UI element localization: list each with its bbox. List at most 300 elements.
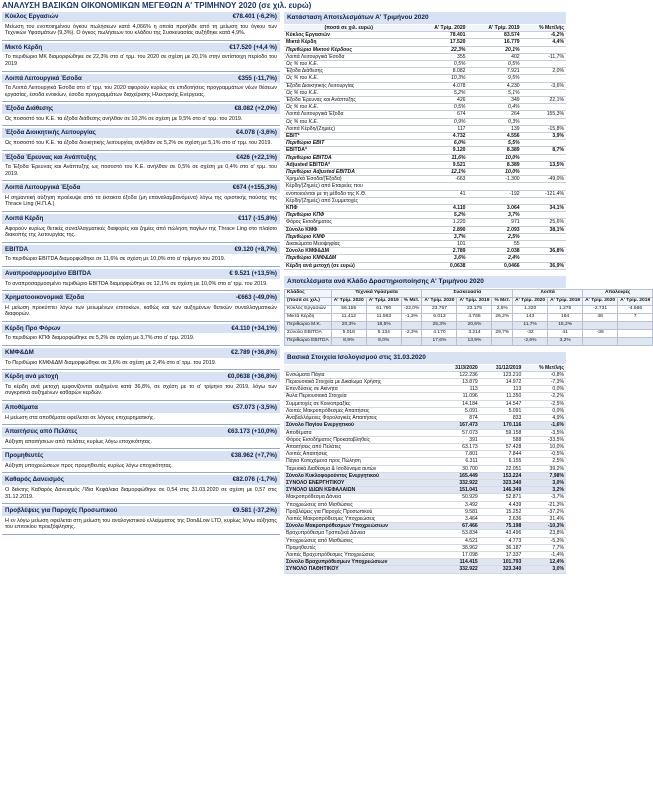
table-cell: 13,5%	[522, 161, 566, 168]
table-cell: -2,6%	[513, 337, 548, 345]
table-row	[284, 82, 566, 89]
kpi-block	[2, 293, 280, 322]
table-cell: 5.018	[331, 329, 366, 337]
table-cell: -2.731	[583, 305, 618, 313]
table-cell: Περιθώριο EBIT	[284, 140, 413, 147]
table-cell: 5,1%	[468, 89, 522, 96]
table-cell: Πάγια Κατεχόμενα προς Πώληση	[284, 458, 440, 465]
table-cell: 0,5%	[413, 104, 467, 111]
kpi-text: Ως ποσοστό του Κ.Ε. τα έξοδα διοικητικής λειτουργίας ανήλθαν σε 5,2% σε σχέση με 5,1% στο α' τρμ. του 2019.	[5, 139, 272, 146]
table-cell: 20,6%	[457, 321, 492, 329]
table-cell: 38.962	[440, 544, 479, 551]
table-cell: 4.732	[413, 132, 467, 139]
table-cell: 8,9%	[331, 337, 366, 345]
table-cell: Έξοδα Διοικητικής Λειτουργίας	[284, 82, 413, 89]
table-cell: 6.013	[422, 313, 457, 321]
sub-header-row	[285, 297, 653, 305]
kpi-label: Έξοδα Έρευνας και Ανάπτυξης	[5, 153, 97, 161]
table-cell: 117	[413, 125, 467, 132]
table-cell: 7	[618, 313, 653, 321]
table-cell: 113	[480, 386, 524, 393]
table-cell: Φόρος Εισοδήματος	[284, 219, 413, 226]
table-cell: 101.793	[480, 559, 524, 566]
table-cell: 153.224	[480, 472, 524, 479]
table-cell: 114.415	[440, 559, 479, 566]
table-cell: 3,7%	[413, 233, 467, 240]
kpi-label: Προμηθευτές	[5, 452, 44, 460]
table-cell: 0,0%	[523, 386, 566, 393]
table-cell: 3,2%	[548, 337, 583, 345]
table-cell: Adjusted EBITDA*	[284, 161, 413, 168]
kpi-header	[2, 348, 280, 358]
table-cell: 25,6%	[522, 219, 566, 226]
kpi-text: Αφορούν κυρίως θετικές συναλλαγματικές διαφορές και ζημίες από πώληση παγίων της Thrace Ling στο πλαίσιο διακοπής της λειτουργίας της.	[5, 225, 277, 239]
table-cell: 8.389	[468, 147, 522, 154]
table-cell: Λοιπά Λειτουργικά Έξοδα	[284, 111, 413, 118]
table-cell: 122.236	[440, 371, 479, 378]
table-cell: 25,3%	[422, 321, 457, 329]
table-cell: 55	[468, 241, 522, 248]
kpi-block	[2, 128, 280, 150]
table-cell: 22,1%	[522, 96, 566, 103]
table-cell: Προβλέψεις για Παροχές Προσωπικού	[284, 508, 440, 515]
column-header: Α' Τρίμ. 2020	[413, 25, 467, 32]
table-cell	[583, 337, 618, 345]
table-cell: 23,8%	[523, 530, 566, 537]
kpi-change: (+10,0%)	[251, 428, 277, 436]
column-header: (ποσά σε χιλ. ευρώ)	[284, 25, 413, 32]
kpi-label: Χρηματοοικονομικά Έξοδα	[5, 294, 85, 302]
table-cell: 18,5%	[366, 321, 401, 329]
table-cell	[468, 197, 522, 204]
table-cell: Έξοδα Διάθεσης	[284, 68, 413, 75]
table-cell: -1,3%	[401, 313, 422, 321]
table-cell: 2.636	[480, 515, 524, 522]
table-cell: Σύνολο Παγίου Ενεργητικού	[284, 422, 440, 429]
table-row	[284, 197, 566, 204]
table-cell: -2,2%	[523, 393, 566, 400]
table-row	[284, 205, 566, 212]
table-cell: 0,3%	[468, 118, 522, 125]
table-row	[284, 523, 566, 530]
table-row	[284, 386, 566, 393]
table-cell: Απαιτήσεις από Πελάτες	[284, 443, 440, 450]
table-cell: 11.412	[331, 313, 366, 321]
kpi-change: (+8,7%)	[255, 245, 277, 253]
kpi-text: Αύξηση υποχρεώσεων προς προμηθευτές κυρίως λόγω εποχικότητας.	[5, 462, 173, 469]
table-cell: Σύνολο Κυκλοφορούντος Ενεργητικού	[284, 472, 440, 479]
table-cell	[492, 321, 513, 329]
table-cell: 4.765	[457, 313, 492, 321]
table-cell	[522, 212, 566, 219]
table-row	[284, 183, 566, 190]
column-header: Α' Τρίμ. 2020	[331, 297, 366, 305]
kpi-value: €63.173	[227, 428, 250, 436]
table-cell: 17,6%	[422, 337, 457, 345]
kpi-text: Η σημαντική αύξηση προέκυψε από τα έκτακτα έξοδα (μη επαναλαμβανόμενα) λόγω της οριστικής παύσης της Thrace Ling (Η.Π.Α.)	[5, 194, 277, 208]
kpi-block	[2, 245, 280, 267]
table-cell: 13.879	[440, 379, 479, 386]
table-row	[284, 487, 566, 494]
table-cell: 3,9%	[522, 132, 566, 139]
table-cell: 39,2%	[523, 465, 566, 472]
table-cell: 4.078	[413, 82, 467, 89]
table-row	[284, 212, 566, 219]
table-cell: 0,9%	[413, 118, 467, 125]
table-cell: 10,0%	[523, 443, 566, 450]
kpi-header	[2, 451, 280, 461]
table-cell: 2.093	[468, 226, 522, 233]
group-header: Τεχνικά Υφάσματα	[331, 289, 422, 297]
table-cell: 29,7%	[492, 329, 513, 337]
group-header: Απαλοιφές	[583, 289, 653, 297]
kpi-text: Τα κέρδη ανά μετοχή εμφανίζονται αυξημένα κατά 36,8%, σε σχέση με το α' τρίμηνο του 2019, λόγω των συγκριτικά αυξημένων καθαρών κερδών.	[5, 383, 277, 397]
table-cell: -0,5%	[523, 451, 566, 458]
table-cell: 61.790	[366, 305, 401, 313]
kpi-header	[2, 293, 280, 303]
table-cell: 22.051	[480, 465, 524, 472]
table-cell: 53.834	[440, 530, 479, 537]
table-cell: 0,0%	[523, 407, 566, 414]
table-cell: 123.210	[480, 371, 524, 378]
segments-table	[284, 289, 653, 346]
table-cell: 41	[548, 329, 583, 337]
table-cell: 63.173	[440, 443, 479, 450]
table-cell	[618, 337, 653, 345]
kpi-text: Το περιθώριο ΜΚ διαμορφώθηκε σε 22,3% στο α' τρμ. του 2020 σε σχέση με 20,1% στην αντίστοιχη περίοδο του 2019	[5, 54, 277, 67]
table-row	[284, 566, 566, 573]
table-cell: Περιθώριο EBITDA	[284, 154, 413, 161]
kpi-block	[2, 451, 280, 473]
kpi-text: Ως ποσοστό του Κ.Ε. τα έξοδα διάθεσης ανήλθαν σε 10,3% σε σχέση με 9,5% στο α' τρμ. του 2019.	[5, 115, 243, 122]
table-cell: 874	[440, 415, 479, 422]
kpi-label: Λοιπά Λειτουργικά Έσοδα	[5, 74, 82, 82]
table-row	[284, 111, 566, 118]
column-header	[284, 365, 440, 372]
table-cell: -49,0%	[522, 176, 566, 183]
table-cell: Περιθώριο Μικτού Κέρδους	[284, 46, 413, 53]
table-cell	[522, 183, 566, 190]
table-cell: 11.563	[366, 313, 401, 321]
kpi-label: Λοιπά Λειτουργικά Έξοδα	[5, 184, 81, 192]
kpi-change: (-15,8%)	[253, 215, 277, 223]
kpi-block	[2, 153, 280, 182]
kpi-text: Ο δείκτης Καθαρός Δανεισμός /Ίδια Κεφάλαια διαμορφώθηκε σε 0,54 στις 31.03.2020 σε σχέση με 0,57 στις 31.12.2019.	[5, 486, 277, 500]
table-cell: ΣΥΝΟΛΟ ΙΔΙΩΝ ΚΕΦΑΛΑΙΩΝ	[284, 487, 440, 494]
table-cell: 17.520	[413, 39, 467, 46]
group-header-row	[285, 289, 653, 297]
table-cell: 323.340	[480, 479, 524, 486]
income-statement-heading: Κατάσταση Αποτελεσμάτων Α' Τριμήνου 2020	[284, 12, 566, 24]
table-cell: -1,6%	[523, 422, 566, 429]
table-cell: Σύνολο ΚΜΦ	[284, 226, 413, 233]
table-cell: 6,0%	[413, 140, 467, 147]
table-row	[284, 154, 566, 161]
kpi-value: €57.073	[232, 403, 255, 411]
table-cell: 5,2%	[413, 89, 467, 96]
table-cell: 674	[413, 111, 467, 118]
kpi-label: Λοιπά Κέρδη	[5, 215, 44, 223]
kpi-block	[2, 506, 280, 535]
table-cell	[522, 154, 566, 161]
table-cell: 52.871	[480, 494, 524, 501]
group-header: Συσκευασία	[422, 289, 513, 297]
table-cell: 7.801	[440, 451, 479, 458]
table-cell: Σύνολο Μακροπρόθεσμων Υποχρεώσεων	[284, 523, 440, 530]
table-cell: 30.700	[440, 465, 479, 472]
table-row	[284, 501, 566, 508]
table-cell: 2,4%	[468, 255, 522, 262]
kpi-header	[2, 128, 280, 138]
table-cell	[522, 241, 566, 248]
kpi-value: €82.076	[232, 476, 255, 484]
table-cell: -4.666	[618, 305, 653, 313]
table-row	[284, 176, 566, 183]
kpi-label: Κέρδη Προ Φόρων	[5, 324, 61, 332]
table-cell: Ως % του Κ.Ε.	[284, 89, 413, 96]
kpi-change: (-11,7%)	[253, 74, 277, 82]
table-cell: 2,0%	[522, 68, 566, 75]
table-cell: 5.091	[480, 407, 524, 414]
kpi-label: ΚΜΦ&ΔΜ	[5, 349, 34, 357]
kpi-text: Το περιθώριο ΚΠΦ διαμορφώθηκε σε 5,2% σε σχέση με 3,7% στο α' τρμ. 2019.	[5, 335, 195, 342]
table-cell	[618, 321, 653, 329]
kpi-header	[2, 153, 280, 163]
group-header: Λοιπά	[513, 289, 583, 297]
table-cell: Ως % του Κ.Ε.	[284, 60, 413, 67]
kpi-header	[2, 183, 280, 193]
table-cell: 9.120	[413, 147, 467, 154]
table-cell: 14.972	[480, 379, 524, 386]
table-cell: EBITDA*	[284, 147, 413, 154]
table-cell: 3.464	[440, 515, 479, 522]
table-cell: 264	[468, 111, 522, 118]
table-cell: 7.844	[480, 451, 524, 458]
table-row	[284, 451, 566, 458]
kpi-block	[2, 403, 280, 425]
table-cell: 4.773	[480, 537, 524, 544]
table-cell: 11.096	[440, 393, 479, 400]
table-cell: 8.082	[413, 68, 467, 75]
table-cell: Περιουσιακά Στοιχεία με Δικαίωμα Χρήσης	[284, 379, 440, 386]
table-cell	[413, 197, 467, 204]
table-cell: 10,3%	[413, 75, 467, 82]
tables-column	[284, 12, 651, 574]
table-cell: -7,3%	[523, 379, 566, 386]
table-cell: Αναβαλλόμενες Φορολογικές Απαιτήσεις	[284, 415, 440, 422]
table-cell: 11.350	[480, 393, 524, 400]
kpi-change: (+13,5%)	[251, 269, 277, 277]
column-header: Α' Τρίμ. 2020	[583, 297, 618, 305]
table-row	[284, 241, 566, 248]
table-row	[284, 190, 566, 197]
table-cell: 2.789	[413, 248, 467, 255]
table-cell	[583, 321, 618, 329]
table-cell: Λοιπά Κέρδη/(Ζημιές)	[284, 125, 413, 132]
column-header: Α' Τρίμ. 2019	[468, 25, 522, 32]
table-cell: 43.496	[480, 530, 524, 537]
column-header: Α' Τρίμ. 2019	[618, 297, 653, 305]
kpi-header	[2, 12, 280, 22]
table-cell: 6.155	[480, 458, 524, 465]
table-cell: 9.521	[413, 161, 467, 168]
table-cell: Συμμετοχές σε Κοινοπραξίες	[284, 400, 440, 407]
table-cell: 3.214	[457, 329, 492, 337]
table-header-row	[284, 365, 566, 372]
table-row	[284, 140, 566, 147]
table-cell	[401, 337, 422, 345]
table-cell: -11,7%	[522, 53, 566, 60]
kpi-value: €2.789	[231, 349, 250, 357]
table-cell: -2,5%	[523, 400, 566, 407]
table-row	[284, 125, 566, 132]
table-cell: Κέρδη/(Ζημιές) από Εταιρείες που	[284, 183, 413, 190]
table-row	[284, 147, 566, 154]
kpi-label: Έξοδα Διοικητικής Λειτουργίας	[5, 129, 96, 137]
income-statement-table	[284, 25, 566, 270]
kpi-value: €426	[236, 153, 250, 161]
table-row	[284, 104, 566, 111]
table-cell: 332.922	[440, 479, 479, 486]
kpi-block	[2, 324, 280, 346]
table-cell: Περιθώριο ΚΜΦ	[284, 233, 413, 240]
table-cell: 4,9%	[523, 415, 566, 422]
table-row	[284, 168, 566, 175]
table-cell: 14.184	[440, 400, 479, 407]
kpi-header	[2, 104, 280, 114]
kpi-label: Απαιτήσεις από Πελάτες	[5, 428, 78, 436]
table-cell: Κύκλος Εργασιών	[285, 305, 332, 313]
kpi-value: €9.581	[232, 507, 252, 515]
kpi-block	[2, 269, 280, 291]
table-cell: 155,3%	[522, 111, 566, 118]
table-cell: 48	[583, 313, 618, 321]
table-cell: Δικαιώματα Μειοψηφίας	[284, 241, 413, 248]
table-cell	[522, 233, 566, 240]
table-cell: 15,2%	[548, 321, 583, 329]
table-cell: ΣΥΝΟΛΟ ΕΝΕΡΓΗΤΙΚΟΥ	[284, 479, 440, 486]
kpi-text: Η μείωση προκύπτει λόγω των μειωμένων επιτοκίων, καθώς και των αυξημένων θετικών συναλλαγματικών διαφορών.	[5, 304, 277, 318]
group-header: Κλάδος	[285, 289, 332, 297]
table-cell: 22,3%	[413, 46, 467, 53]
table-cell: Λοιπά Λειτουργικά Έσοδα	[284, 53, 413, 60]
table-cell: 11,7%	[513, 321, 548, 329]
table-cell: 3,6%	[413, 255, 467, 262]
table-cell: 0,5%	[413, 60, 467, 67]
table-cell: ΣΥΝΟΛΟ ΠΑΘΗΤΙΚΟΥ	[284, 566, 440, 573]
table-cell	[413, 183, 467, 190]
kpi-header	[2, 324, 280, 334]
table-cell: Λοιπές Βραχυπρόθεσμες Υποχρεώσεις	[284, 551, 440, 558]
table-cell	[522, 118, 566, 125]
kpi-block	[2, 427, 280, 449]
table-cell: Περιθώριο ΚΠΦ	[284, 212, 413, 219]
table-cell: Λοιπές Μακροπρόθεσμες Υποχρεώσεις	[284, 515, 440, 522]
kpi-value: €78.401	[232, 13, 255, 20]
table-cell: 3.064	[468, 205, 522, 212]
table-row	[284, 465, 566, 472]
table-cell: 9,5%	[468, 75, 522, 82]
table-cell: Μικτά Κέρδη	[285, 313, 332, 321]
table-cell: 17.337	[480, 551, 524, 558]
table-row	[284, 118, 566, 125]
table-cell: 8,7%	[522, 147, 566, 154]
balance-sheet-heading: Βασικά Στοιχεία Ισολογισμού στις 31.03.2020	[284, 352, 566, 364]
table-row	[284, 436, 566, 443]
kpi-value: €355	[238, 74, 252, 82]
kpi-value: €4.078	[236, 129, 255, 137]
kpi-header	[2, 475, 280, 485]
kpi-column	[2, 12, 280, 537]
table-row	[284, 46, 566, 53]
table-row	[284, 443, 566, 450]
kpi-change: (+22,1%)	[251, 153, 277, 161]
table-cell: 2,5%	[468, 233, 522, 240]
table-cell: Ως % του Κ.Ε.	[284, 104, 413, 111]
kpi-block	[2, 43, 280, 72]
table-cell: 7,7%	[523, 544, 566, 551]
table-cell: -5,3%	[523, 537, 566, 544]
kpi-text: Το αναπροσαρμοσμένο περιθώριο EBITDA διαμορφώθηκε σε 12,1% σε σχέση με 10,0% στο α' τρμ. του 2019.	[5, 280, 268, 287]
table-cell: Προμηθευτές	[284, 544, 440, 551]
table-cell: 143	[513, 313, 548, 321]
table-cell: 15.252	[480, 508, 524, 515]
table-cell: 355	[413, 53, 467, 60]
kpi-change: (+7,7%)	[255, 452, 277, 460]
table-cell: 56.155	[331, 305, 366, 313]
table-cell: 34,1%	[522, 205, 566, 212]
table-cell: 332.922	[440, 566, 479, 573]
table-cell: 10,0%	[468, 168, 522, 175]
table-cell	[618, 329, 653, 337]
table-row	[284, 429, 566, 436]
kpi-text: Η μείωση στα αποθέματα οφείλεται σε λόγους επιχειρηματικής.	[5, 414, 155, 421]
table-cell: 151.041	[440, 487, 479, 494]
table-cell: 9.581	[440, 508, 479, 515]
table-cell: 6.311	[440, 458, 479, 465]
table-cell: 12,1%	[413, 168, 467, 175]
table-row	[284, 161, 566, 168]
kpi-value: €17.520	[229, 43, 252, 51]
table-cell: 4,4%	[522, 39, 566, 46]
table-cell: Λοιπές Μακροπρόθεσμες Απαιτήσεις	[284, 407, 440, 414]
table-cell: Αποθέματα	[284, 429, 440, 436]
table-cell: Υποχρεώσεις από Μισθώσεις	[284, 537, 440, 544]
table-row	[285, 313, 653, 321]
table-cell	[522, 75, 566, 82]
kpi-block	[2, 372, 280, 401]
kpi-text: Το Περιθώριο ΚΜΦ&ΔΜ διαμορφώθηκε σε 3,6% σε σχέση με 2,4% στο α' τρμ. του 2019.	[5, 359, 217, 366]
table-cell: Μακροπρόθεσμα Δάνεια	[284, 494, 440, 501]
table-cell: 2,5%	[523, 458, 566, 465]
kpi-change: (-3,5%)	[256, 403, 277, 411]
page-title: ΑΝΑΛΥΣΗ ΒΑΣΙΚΩΝ ΟΙΚΟΝΟΜΙΚΩΝ ΜΕΓΕΘΩΝ Α' ΤΡΙΜΗΝΟΥ 2020 (σε χιλ. ευρώ)	[2, 1, 312, 10]
table-cell: Ως % του Κ.Ε.	[284, 75, 413, 82]
table-cell: 1.220	[513, 305, 548, 313]
column-header: (ποσά σε χιλ.)	[285, 297, 332, 305]
balance-sheet-table	[284, 365, 566, 574]
table-row	[284, 75, 566, 82]
table-cell: 8,0%	[366, 337, 401, 345]
table-cell: 349	[468, 96, 522, 103]
table-cell: -1,4%	[523, 551, 566, 558]
table-cell: -192	[468, 190, 522, 197]
table-row	[284, 39, 566, 46]
table-cell: 1.275	[548, 305, 583, 313]
table-cell: 7,98%	[523, 472, 566, 479]
table-cell: -33,5%	[523, 436, 566, 443]
table-cell: 57.073	[440, 429, 479, 436]
